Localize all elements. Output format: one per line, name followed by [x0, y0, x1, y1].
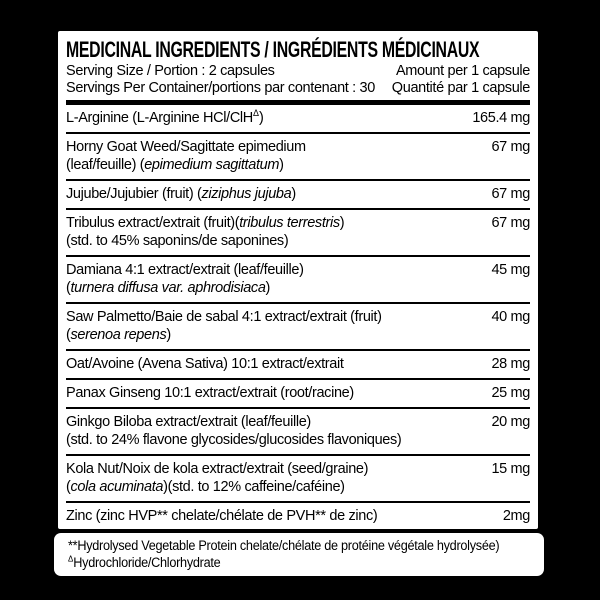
ingredient-name: Zinc (zinc HVP** chelate/chélate de PVH** de zinc)	[66, 508, 378, 524]
ingredient-name: L-Arginine (L-Arginine HCl/ClH$^\Delta$)	[66, 108, 264, 126]
ingredient-name: Ginkgo Biloba extract/extrait (leaf/feuille) (std. to 24% flavone glycosides/glucosides flavoniques)	[66, 414, 402, 448]
ingredient-amount: 15 mg	[491, 461, 530, 477]
ingredient-row	[66, 255, 530, 302]
panel-header	[66, 38, 530, 62]
ingredient-name: Jujube/Jujubier (fruit) (ziziphus jujuba)	[66, 186, 296, 202]
ingredient-amount: 20 mg	[491, 414, 530, 430]
ingredient-row	[66, 132, 530, 179]
footnote-line: $^\Delta$Hydrochloride/Chlorhydrate	[68, 553, 221, 570]
ingredient-amount: 28 mg	[491, 356, 530, 372]
ingredient-name: Horny Goat Weed/Sagittate epimedium (leaf/feuille) (epimedium sagittatum)	[66, 139, 306, 173]
ingredient-amount: 25 mg	[491, 385, 530, 401]
ingredient-name: Tribulus extract/extrait (fruit)(tribulus terrestris) (std. to 45% saponins/de saponines)	[66, 215, 345, 249]
ingredient-row	[66, 179, 530, 208]
ingredient-amount: 165.4 mg	[472, 110, 530, 126]
amount-per-capsule-fr: Quantité par 1 capsule	[391, 80, 530, 96]
serving-info-left	[66, 63, 375, 97]
servings-per-container-text: Servings Per Container/portions par contenant : 30	[66, 80, 375, 96]
ingredient-name: Panax Ginseng 10:1 extract/extrait (root/racine)	[66, 385, 354, 401]
serving-size-text: Serving Size / Portion : 2 capsules	[66, 63, 275, 79]
footnote-line: **Hydrolysed Vegetable Protein chelate/chélate de protéine végétale hydrolysée)	[68, 538, 500, 553]
ingredient-name: Kola Nut/Noix de kola extract/extrait (seed/graine) (cola acuminata)(std. to 12% caffeine/caféine)	[66, 461, 369, 495]
ingredient-amount: 67 mg	[491, 139, 530, 155]
ingredient-row	[66, 378, 530, 407]
panel-title: MEDICINAL INGREDIENTS / INGRÉDIENTS MÉDICINAUX	[66, 37, 480, 62]
serving-info-row	[66, 63, 530, 97]
ingredient-amount: 67 mg	[491, 215, 530, 231]
ingredient-amount: 40 mg	[491, 309, 530, 325]
footnotes-panel	[54, 533, 544, 576]
ingredients-table	[66, 105, 530, 529]
medicinal-ingredients-panel	[58, 31, 538, 529]
ingredient-amount: 45 mg	[491, 262, 530, 278]
ingredient-row	[66, 407, 530, 454]
ingredient-amount: 67 mg	[491, 186, 530, 202]
ingredient-name: Damiana 4:1 extract/extrait (leaf/feuille) (turnera diffusa var. aphrodisiaca)	[66, 262, 304, 296]
amount-per-capsule-en: Amount per 1 capsule	[395, 63, 530, 79]
ingredient-row	[66, 302, 530, 349]
ingredient-name: Oat/Avoine (Avena Sativa) 10:1 extract/extrait	[66, 356, 344, 372]
ingredient-row	[66, 501, 530, 529]
ingredient-row	[66, 105, 530, 132]
ingredient-row	[66, 349, 530, 378]
ingredient-amount: 2mg	[502, 508, 530, 524]
footnotes-list	[68, 537, 532, 571]
ingredient-row	[66, 454, 530, 501]
ingredient-row	[66, 208, 530, 255]
amount-column-header	[392, 63, 530, 97]
ingredient-name: Saw Palmetto/Baie de sabal 4:1 extract/extrait (fruit) (serenoa repens)	[66, 309, 382, 343]
